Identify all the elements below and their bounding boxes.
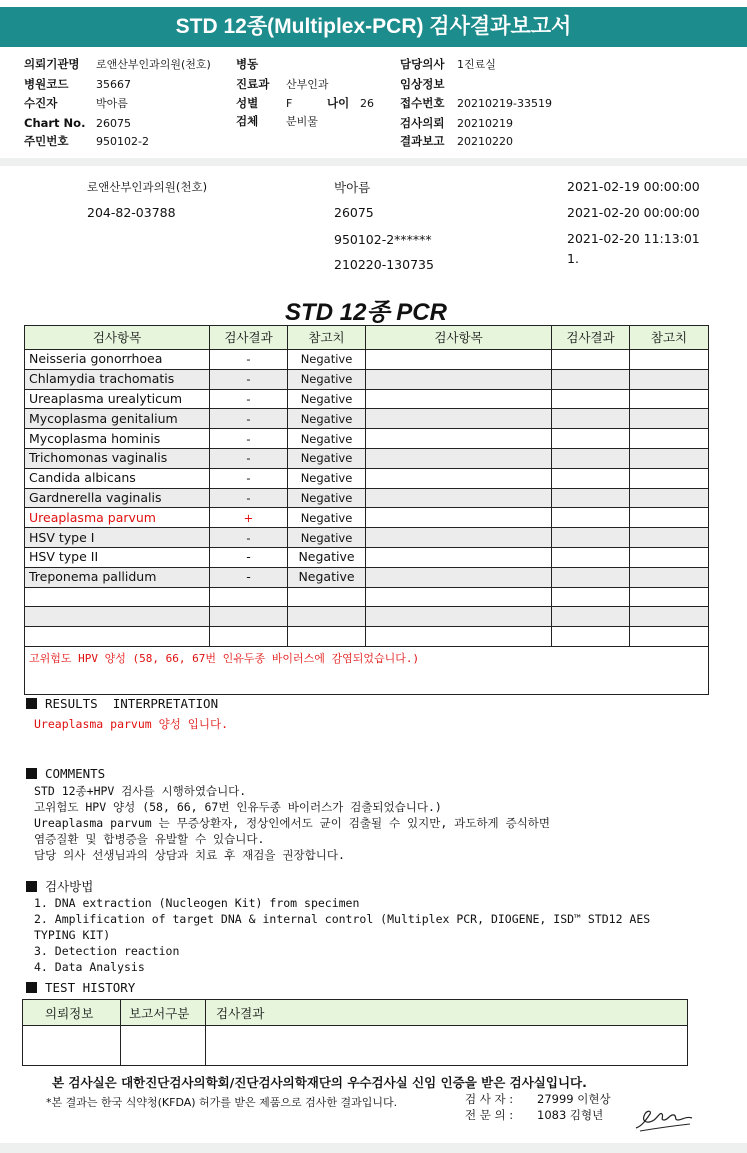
- test-item: Gardnerella vaginalis: [25, 488, 210, 508]
- test-result: -: [210, 429, 288, 449]
- test-item: Mycoplasma genitalium: [25, 409, 210, 429]
- sex-label: 성별: [236, 96, 259, 110]
- hospital-value: 로앤산부인과의원(천호): [96, 58, 211, 71]
- hpv-note: 고위험도 HPV 양성 (58, 66, 67번 인유두종 바이러스에 감염되었습니다.): [25, 646, 709, 694]
- square-bullet-icon: [26, 881, 37, 892]
- table-row: [25, 369, 709, 389]
- test-ref: Negative: [288, 350, 366, 370]
- chart-value: 26075: [96, 117, 131, 130]
- ward-label: 병동: [236, 57, 259, 71]
- col-header-result: 검사결과: [210, 326, 288, 350]
- doctor-label: 담당의사: [400, 57, 445, 71]
- patient-name: 박아름: [334, 180, 371, 195]
- test-history-heading: TEST HISTORY: [26, 980, 135, 995]
- square-bullet-icon: [26, 768, 37, 779]
- pcr-title: STD 12종 PCR: [285, 299, 447, 326]
- note-row: [25, 646, 709, 694]
- test-result: +: [210, 508, 288, 528]
- dept-value: 산부인과: [286, 78, 329, 91]
- test-item: Mycoplasma hominis: [25, 429, 210, 449]
- test-ref: Negative: [288, 547, 366, 567]
- tester: 검 사 자 : 27999 이현상: [465, 1092, 611, 1106]
- method-line: 1. DNA extraction (Nucleogen Kit) from specimen: [34, 896, 360, 910]
- age-value: 26: [360, 97, 374, 110]
- test-result: -: [210, 369, 288, 389]
- patient-hospital: 로앤산부인과의원(천호): [87, 180, 208, 194]
- method-line: 3. Detection reaction: [34, 944, 180, 958]
- method-line: TYPING KIT): [34, 928, 111, 942]
- test-ref: Negative: [288, 369, 366, 389]
- comment-line: 고위험도 HPV 양성 (58, 66, 67번 인유두종 바이러스가 검출되었습니다.): [34, 800, 442, 814]
- test-item: HSV type I: [25, 528, 210, 548]
- table-row-empty: [25, 607, 709, 627]
- age-label: 나이: [327, 96, 350, 110]
- test-item: Ureaplasma parvum: [25, 508, 210, 528]
- comment-line: 염증질환 및 합병증을 유발할 수 있습니다.: [34, 832, 265, 846]
- table-row-positive: [25, 508, 709, 528]
- receipt-label: 접수번호: [400, 96, 445, 110]
- comment-line: 담당 의사 선생님과의 상담과 치료 후 재검을 권장합니다.: [34, 848, 345, 862]
- dept-label: 진료과: [236, 77, 270, 91]
- table-row: [25, 389, 709, 409]
- method-heading: 검사방법: [26, 877, 93, 895]
- test-item: Neisseria gonorrhoea: [25, 350, 210, 370]
- request-label: 검사의뢰: [400, 116, 445, 130]
- sex-value: F: [286, 97, 293, 110]
- test-ref: Negative: [288, 389, 366, 409]
- test-result: -: [210, 547, 288, 567]
- patient-label: 수진자: [24, 96, 58, 110]
- table-row: [25, 448, 709, 468]
- col-header-item-2: 검사항목: [366, 326, 552, 350]
- hospital-label: 의뢰기관명: [24, 57, 80, 71]
- ssn-label: 주민번호: [24, 134, 69, 148]
- test-result: -: [210, 409, 288, 429]
- test-ref: Negative: [288, 528, 366, 548]
- test-item: Trichomonas vaginalis: [25, 448, 210, 468]
- chart-label: Chart No.: [24, 116, 86, 130]
- history-col-result: 검사결과: [206, 1000, 688, 1026]
- table-row: [25, 567, 709, 587]
- test-result: -: [210, 528, 288, 548]
- history-col-report-type: 보고서구분: [121, 1000, 206, 1026]
- table-row: [25, 350, 709, 370]
- date-requested: 2021-02-19 00:00:00: [567, 179, 700, 194]
- method-line: 4. Data Analysis: [34, 960, 145, 974]
- square-bullet-icon: [26, 982, 37, 993]
- patient-value: 박아름: [96, 97, 128, 110]
- test-item: Treponema pallidum: [25, 567, 210, 587]
- signature-image: [632, 1098, 696, 1134]
- code-value: 35667: [96, 78, 131, 91]
- test-ref: Negative: [288, 567, 366, 587]
- code-label: 병원코드: [24, 77, 69, 91]
- patient-biz-no: 204-82-03788: [87, 205, 176, 220]
- patient-ssn: 950102-2******: [334, 232, 432, 247]
- test-history-table: [22, 999, 688, 1066]
- certification-text: 본 검사실은 대한진단검사의학회/진단검사의학재단의 우수검사실 신임 인증을 받은 검사실입니다.: [52, 1075, 587, 1090]
- test-result: -: [210, 350, 288, 370]
- test-item: Chlamydia trachomatis: [25, 369, 210, 389]
- specimen-label: 검체: [236, 114, 259, 128]
- patient-chart: 26075: [334, 205, 374, 220]
- test-result: -: [210, 389, 288, 409]
- test-item: HSV type II: [25, 547, 210, 567]
- receipt-value: 20210219-33519: [457, 97, 552, 110]
- history-col-request: 의뢰정보: [23, 1000, 121, 1026]
- table-row-empty: [25, 587, 709, 607]
- history-row: [23, 1026, 688, 1066]
- test-result: -: [210, 468, 288, 488]
- report-label: 결과보고: [400, 134, 445, 148]
- table-row-empty: [25, 627, 709, 647]
- comment-line: STD 12종+HPV 검사를 시행하였습니다.: [34, 784, 247, 798]
- interpretation-text: Ureaplasma parvum 양성 입니다.: [34, 717, 229, 731]
- date-printed-cont: 1.: [567, 251, 579, 266]
- table-row: [25, 528, 709, 548]
- results-interpretation-heading: RESULTS INTERPRETATION: [26, 696, 218, 711]
- col-header-ref-2: 참고치: [630, 326, 709, 350]
- test-item: Candida albicans: [25, 468, 210, 488]
- ssn-value: 950102-2: [96, 135, 149, 148]
- test-ref: Negative: [288, 468, 366, 488]
- date-reported: 2021-02-20 00:00:00: [567, 205, 700, 220]
- table-row: [25, 409, 709, 429]
- test-ref: Negative: [288, 409, 366, 429]
- test-result: -: [210, 488, 288, 508]
- specimen-value: 분비물: [286, 115, 318, 128]
- square-bullet-icon: [26, 698, 37, 709]
- clinical-label: 임상정보: [400, 77, 445, 91]
- test-item: Ureaplasma urealyticum: [25, 389, 210, 409]
- table-row: [25, 429, 709, 449]
- results-header-row: [25, 326, 709, 350]
- request-value: 20210219: [457, 117, 513, 130]
- bottom-band: [0, 1143, 747, 1153]
- method-line: 2. Amplification of target DNA & internal control (Multiplex PCR, DIOGENE, ISD™ STD12 AES: [34, 912, 651, 926]
- test-result: -: [210, 448, 288, 468]
- specialist: 전 문 의 : 1083 김형년: [465, 1108, 604, 1122]
- results-table: [24, 325, 709, 695]
- comment-line: Ureaplasma parvum 는 무증상환자, 정상인에서도 균이 검출될 수 있지만, 과도하게 증식하면: [34, 816, 551, 830]
- section-divider: [0, 158, 747, 166]
- comments-heading: COMMENTS: [26, 766, 105, 781]
- history-header-row: [23, 1000, 688, 1026]
- kfda-note: *본 결과는 한국 식약청(KFDA) 허가를 받은 제품으로 검사한 결과입니다.: [46, 1096, 398, 1109]
- test-ref: Negative: [288, 429, 366, 449]
- table-row: [25, 488, 709, 508]
- test-ref: Negative: [288, 508, 366, 528]
- date-printed: 2021-02-20 11:13:01: [567, 231, 700, 246]
- col-header-item: 검사항목: [25, 326, 210, 350]
- test-result: -: [210, 567, 288, 587]
- col-header-result-2: 검사결과: [552, 326, 630, 350]
- patient-receipt: 210220-130735: [334, 257, 434, 272]
- col-header-ref: 참고치: [288, 326, 366, 350]
- test-ref: Negative: [288, 448, 366, 468]
- report-title: STD 12종(Multiplex-PCR) 검사결과보고서: [0, 7, 747, 47]
- doctor-value: 1진료실: [457, 58, 496, 71]
- test-ref: Negative: [288, 488, 366, 508]
- table-row: [25, 468, 709, 488]
- report-value: 20210220: [457, 135, 513, 148]
- table-row: [25, 547, 709, 567]
